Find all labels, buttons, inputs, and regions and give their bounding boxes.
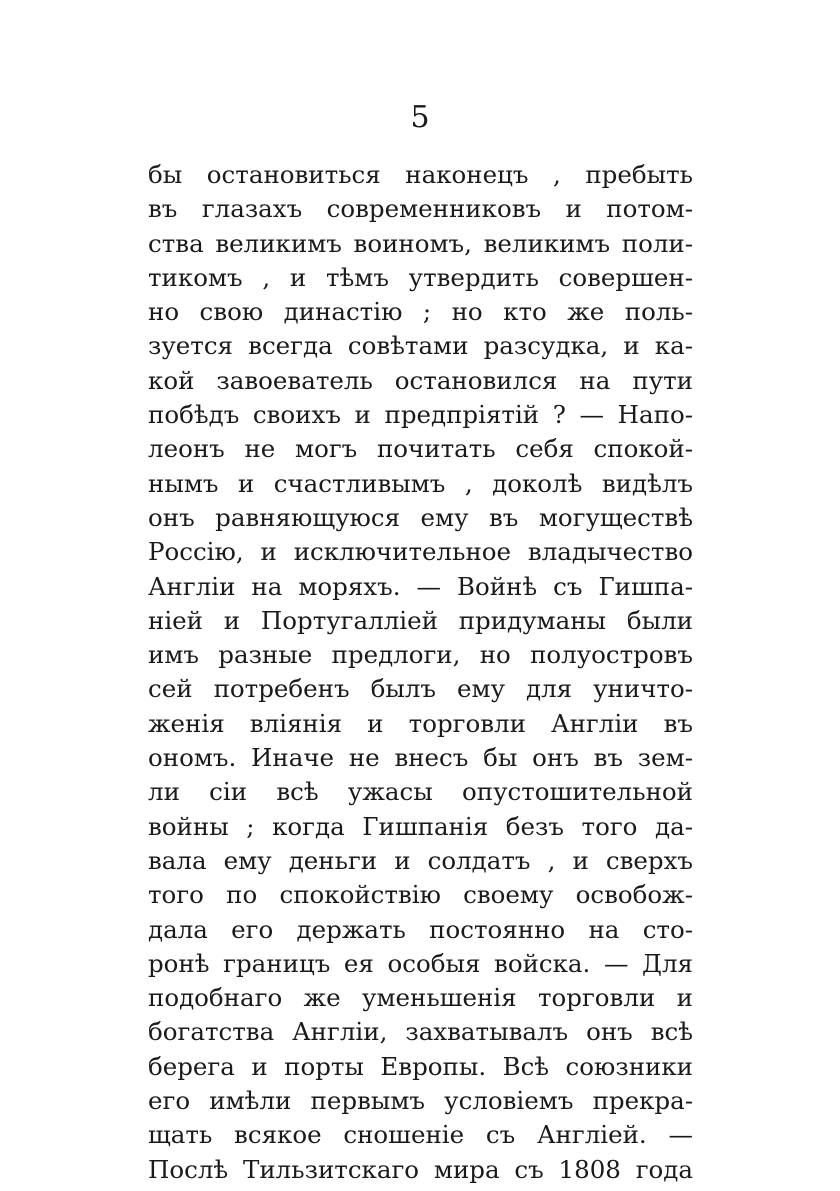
text-line: ли сіи всѣ ужасы опустошительной bbox=[148, 777, 693, 807]
body-text bbox=[148, 158, 693, 1187]
text-line: въ глазахъ современниковъ и потом- bbox=[148, 194, 693, 224]
text-line: подобнаго же уменьшенія торговли и bbox=[148, 983, 693, 1013]
text-line: сей потребенъ былъ ему для уничто- bbox=[148, 674, 693, 704]
text-line: нымъ и счастливымъ , доколѣ видѣлъ bbox=[148, 468, 693, 498]
text-line: его имѣли первымъ условіемъ прекра- bbox=[148, 1086, 693, 1116]
text-line: берега и порты Европы. Всѣ союзники bbox=[148, 1051, 693, 1081]
text-line: ономъ. Иначе не внесъ бы онъ въ зем- bbox=[148, 743, 693, 773]
text-line: но свою династію ; но кто же поль- bbox=[148, 297, 693, 327]
text-line: имъ разные предлоги, но полуостровъ bbox=[148, 640, 693, 670]
text-line: вала ему деньги и солдатъ , и сверхъ bbox=[148, 845, 693, 875]
text-line: тикомъ , и тѣмъ утвердить совершен- bbox=[148, 262, 693, 292]
text-line: леонъ не могъ почитать себя спокой- bbox=[148, 434, 693, 464]
text-line: кой завоеватель остановился на пути bbox=[148, 365, 693, 395]
text-line: Англіи на моряхъ. — Войнѣ съ Гишпа- bbox=[148, 571, 693, 601]
page-number: 5 bbox=[410, 100, 430, 135]
text-line: Россію, и исключительное владычество bbox=[148, 537, 693, 567]
text-line: ронѣ границъ ея особыя войска. — Для bbox=[148, 948, 693, 978]
text-line: того по спокойствію своему освобож- bbox=[148, 880, 693, 910]
text-line: войны ; когда Гишпанія безъ того да- bbox=[148, 811, 693, 841]
text-line: бы остановиться наконецъ , пребыть bbox=[148, 160, 693, 189]
text-line: богатства Англіи, захватывалъ онъ всѣ bbox=[148, 1017, 693, 1047]
text-line: ніей и Португаллiей придуманы были bbox=[148, 605, 693, 635]
text-line: Послѣ Тильзитскаго мира съ 1808 года bbox=[148, 1154, 693, 1184]
text-line: ства великимъ воиномъ, великимъ поли- bbox=[148, 228, 693, 258]
text-line: побѣдъ своихъ и предпріятій ? — Напо- bbox=[148, 400, 693, 430]
text-line: щать всякое сношеніе съ Англіей. — bbox=[148, 1120, 693, 1150]
text-line: онъ равняющуюся ему въ могуществѣ bbox=[148, 502, 693, 532]
text-line: женія вліянія и торговли Англіи въ bbox=[148, 708, 693, 738]
text-line: зуется всегда совѣтами разсудка, и ка- bbox=[148, 331, 693, 361]
text-line: дала его держать постоянно на сто- bbox=[148, 914, 693, 944]
